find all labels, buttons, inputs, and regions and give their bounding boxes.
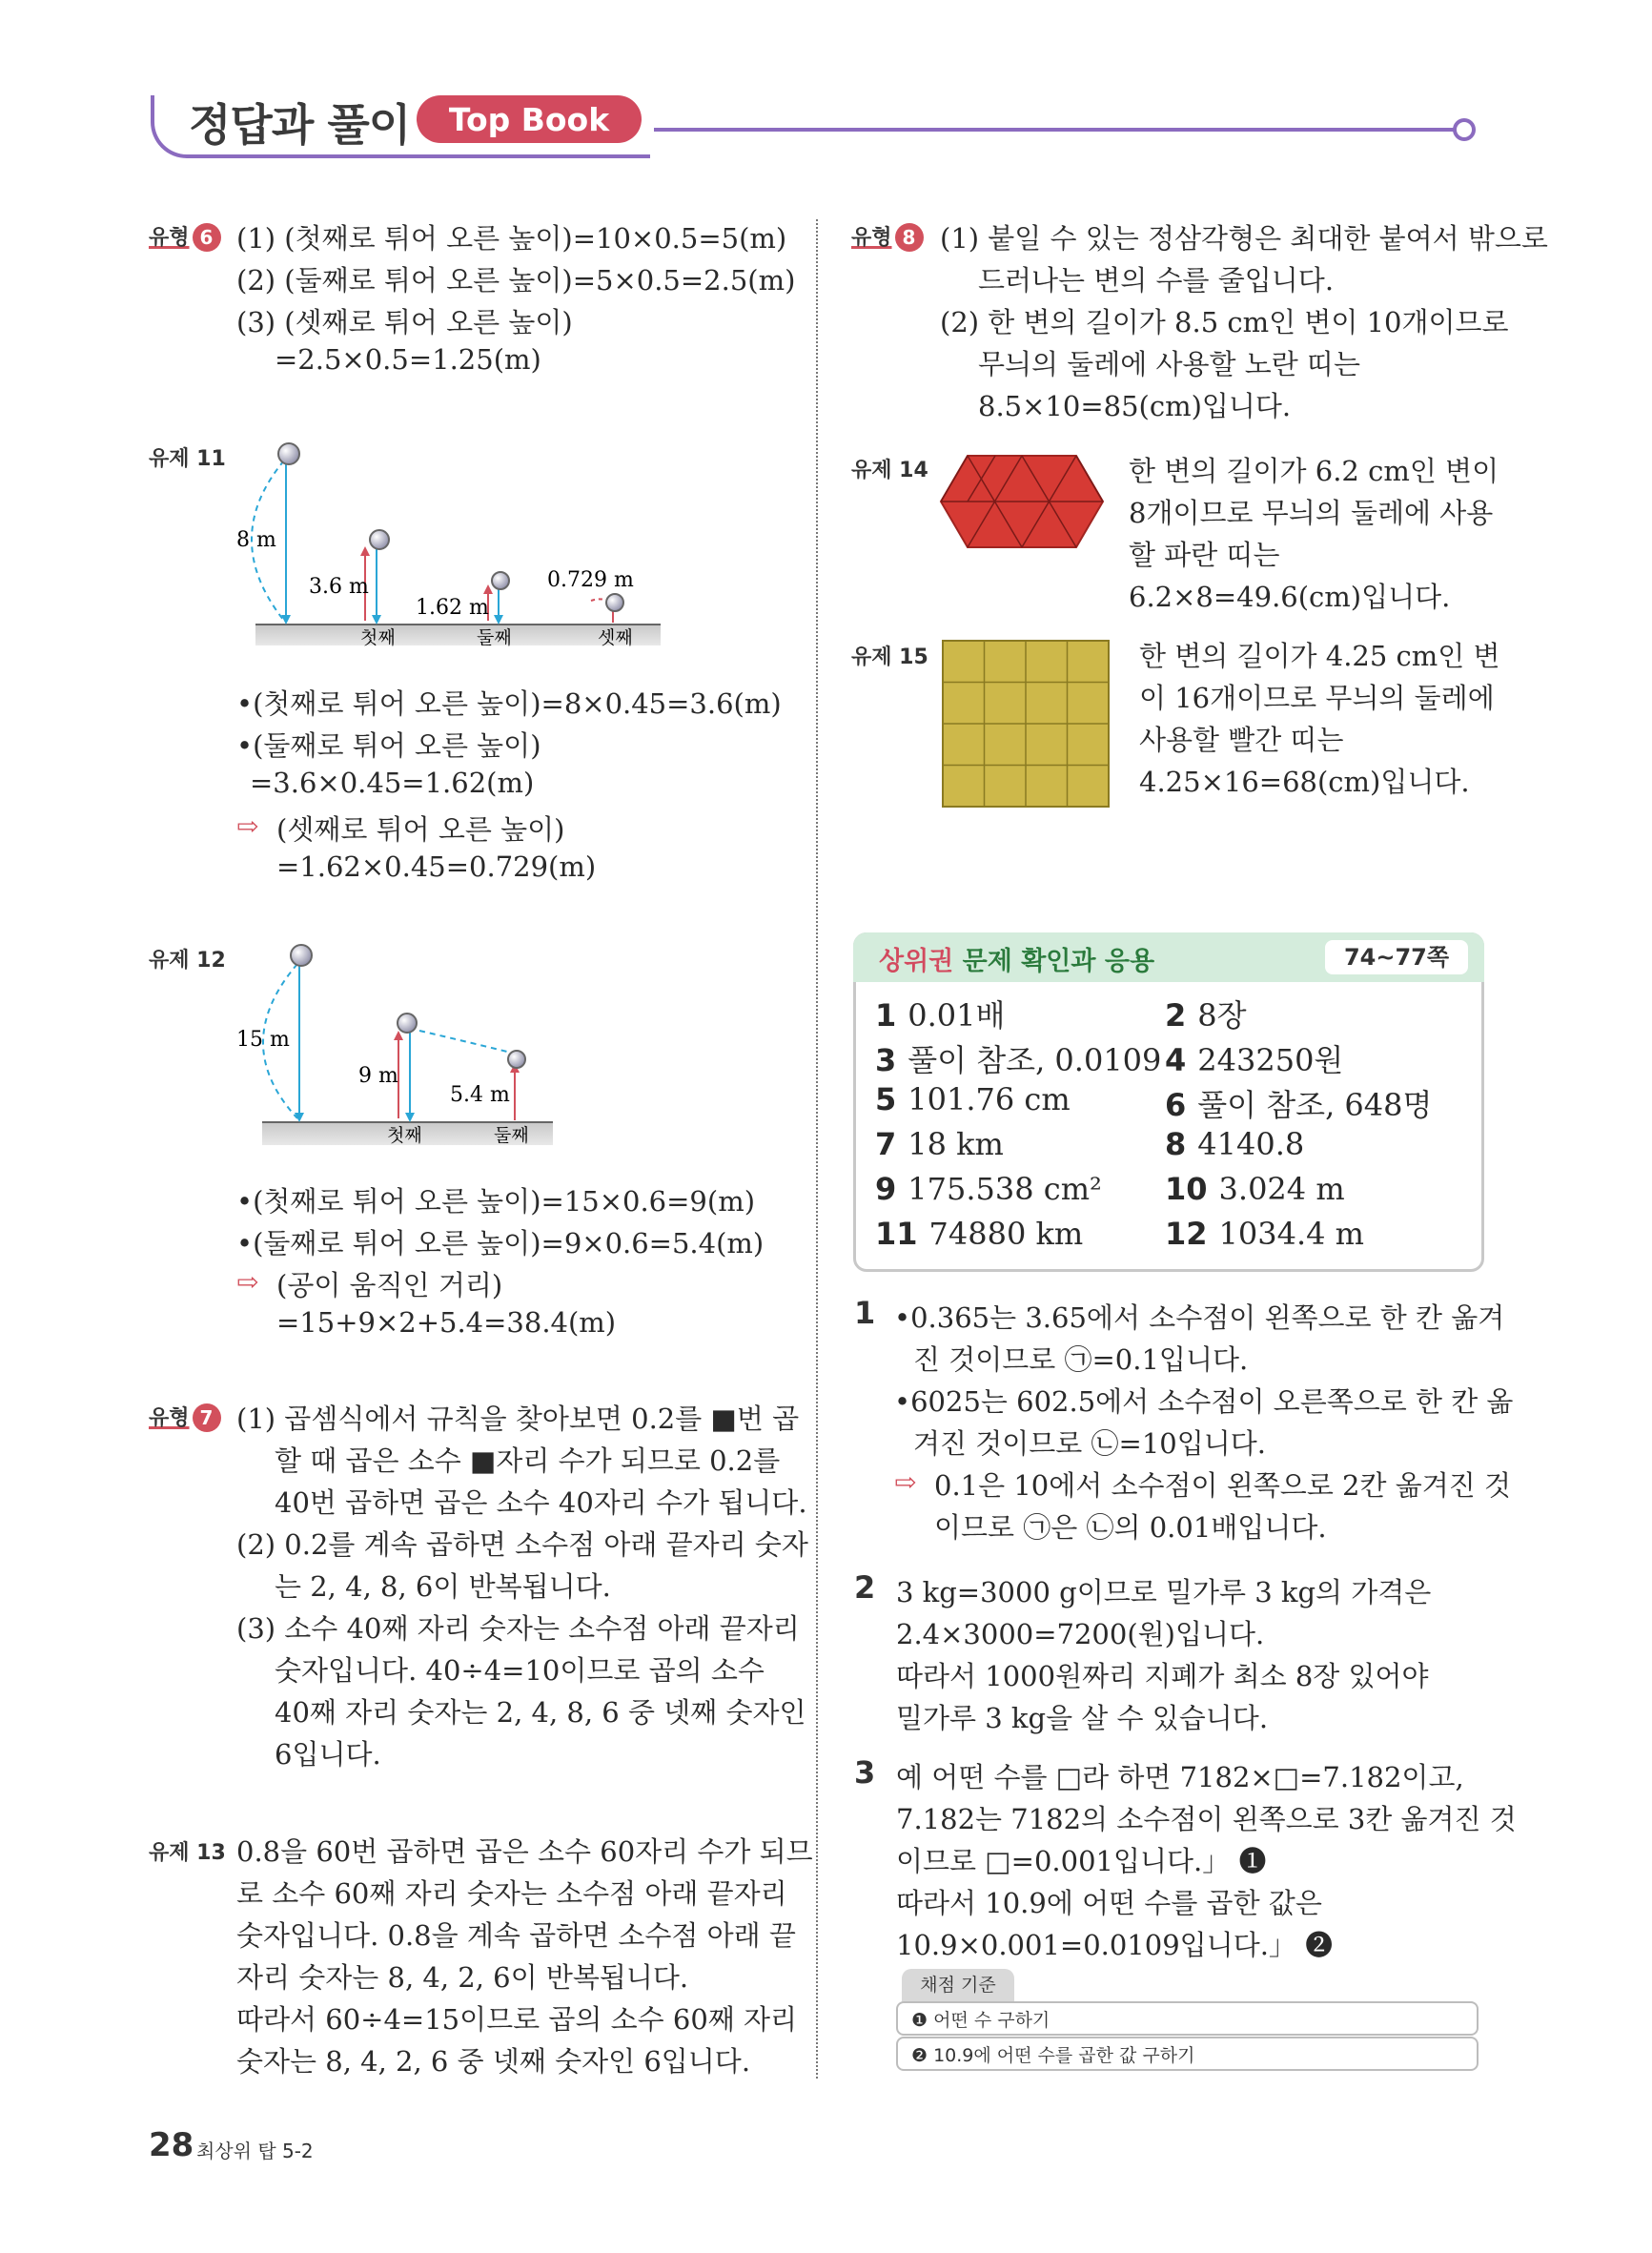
- type8-line: 8.5×10=85(cm)입니다.: [978, 390, 1292, 422]
- example15-line: 이 16개이므로 무늬의 둘레에: [1139, 682, 1495, 714]
- solution1-line: 0.1은 10에서 소수점이 왼쪽으로 2칸 옮겨진 것: [934, 1469, 1512, 1502]
- type7-line: (1) 곱셈식에서 규칙을 찾아보면 0.2를 ■번 곱: [236, 1403, 800, 1435]
- book-title: 최상위 탑 5-2: [196, 2140, 314, 2162]
- type7-line: 는 2, 4, 8, 6이 반복됩니다.: [275, 1570, 611, 1603]
- solution-number: 1: [854, 1295, 876, 1331]
- answer-item: 12 1034.4 m: [1165, 1216, 1365, 1252]
- solution-number: 2: [854, 1569, 876, 1606]
- ball-icon: [492, 572, 509, 589]
- type7-label: 유형 7: [149, 1402, 221, 1432]
- criteria-row: ❷ 10.9에 어떤 수를 곱한 값 구하기: [896, 2037, 1479, 2071]
- bounce-diagram-12: [229, 939, 572, 1163]
- height-label: 9 m: [358, 1064, 398, 1088]
- arrow-icon: ⇨: [236, 1266, 259, 1298]
- solution2-line: 2.4×3000=7200(원)입니다.: [896, 1618, 1265, 1650]
- arrow-icon: ⇨: [236, 810, 259, 842]
- answer-item: 7 18 km: [875, 1126, 1004, 1162]
- example11-label: 유제 11: [149, 447, 226, 471]
- example14-line: 한 변의 길이가 6.2 cm인 변이: [1129, 455, 1499, 487]
- answer-item: 11 74880 km: [875, 1216, 1084, 1252]
- ball-icon: [370, 530, 389, 549]
- ball-icon: [508, 1051, 525, 1068]
- bounce-label: 첫째: [360, 627, 396, 648]
- type6-line: =2.5×0.5=1.25(m): [275, 343, 541, 376]
- example13-line: 로 소수 60째 자리 숫자는 소수점 아래 끝자리: [236, 1877, 787, 1910]
- solution3-line: 10.9×0.001=0.0109입니다.」 ❷: [896, 1929, 1334, 1961]
- height-label: 1.62 m: [416, 596, 489, 620]
- ball-icon: [278, 443, 299, 464]
- height-label: 0.729 m: [547, 568, 634, 592]
- page-number: 28: [149, 2126, 194, 2164]
- ball-icon: [398, 1014, 417, 1033]
- example13-line: 숫자는 8, 4, 2, 6 중 넷째 숫자인 6입니다.: [236, 2045, 751, 2078]
- criteria-title: 채점 기준: [902, 1969, 1014, 2001]
- solution2-line: 따라서 1000원짜리 지폐가 최소 8장 있어야: [896, 1660, 1429, 1692]
- header-rule: [654, 128, 1455, 132]
- example14-line: 할 파란 띠는: [1129, 539, 1280, 571]
- answer-item: 5 101.76 cm: [875, 1081, 1071, 1117]
- example12-label: 유제 12: [149, 949, 226, 973]
- answer-item: 1 0.01배: [875, 997, 1006, 1034]
- answer-item: 9 175.538 cm²: [875, 1171, 1102, 1207]
- example13-line: 자리 숫자는 8, 4, 2, 6이 반복됩니다.: [236, 1961, 689, 1994]
- solution-number: 3: [854, 1754, 876, 1791]
- solution2-line: 3 kg=3000 g이므로 밀가루 3 kg의 가격은: [896, 1576, 1432, 1608]
- type7-line: 숫자입니다. 40÷4=10이므로 곱의 소수: [275, 1654, 765, 1687]
- type6-line: (3) (셋째로 튀어 오른 높이): [236, 306, 573, 338]
- example12-line: (공이 움직인 거리): [276, 1269, 503, 1301]
- answer-item: 3 풀이 참조, 0.0109: [875, 1042, 1162, 1078]
- answer-item: 4 243250원: [1165, 1042, 1344, 1078]
- example12-line: •(둘째로 튀어 오른 높이)=9×0.6=5.4(m): [236, 1227, 765, 1260]
- answer-item: 8 4140.8: [1165, 1126, 1305, 1162]
- type7-line: 40번 곱하면 곱은 소수 40자리 수가 됩니다.: [275, 1486, 807, 1519]
- answer-item: 2 8장: [1165, 997, 1247, 1034]
- height-label: 5.4 m: [450, 1083, 510, 1107]
- example12-line: =15+9×2+5.4=38.4(m): [276, 1306, 617, 1339]
- solution3-line: 예 어떤 수를 □라 하면 7182×□=7.182이고,: [896, 1761, 1464, 1793]
- bounce-label: 셋째: [598, 627, 633, 648]
- bounce-diagram-11: [229, 434, 667, 672]
- type6-label: 유형 6: [149, 221, 221, 252]
- solution2-line: 밀가루 3 kg을 살 수 있습니다.: [896, 1702, 1269, 1734]
- answer-box-pages: 74~77쪽: [1325, 940, 1468, 974]
- example13-line: 0.8을 60번 곱하면 곱은 소수 60자리 수가 되므: [236, 1835, 813, 1868]
- example15-line: 한 변의 길이가 4.25 cm인 변: [1139, 640, 1500, 672]
- type7-line: 할 때 곱은 소수 ■자리 수가 되므로 0.2를: [275, 1444, 781, 1477]
- height-label: 3.6 m: [309, 575, 369, 599]
- type8-line: (2) 한 변의 길이가 8.5 cm인 변이 10개이므로: [940, 306, 1509, 338]
- criteria-row: ❶ 어떤 수 구하기: [896, 2001, 1479, 2036]
- type6-line: (1) (첫째로 튀어 오른 높이)=10×0.5=5(m): [236, 222, 787, 255]
- solution3-line: 7.182는 7182의 소수점이 왼쪽으로 3칸 옮겨진 것: [896, 1803, 1517, 1835]
- solution1-line: 겨진 것이므로 ㉡=10입니다.: [913, 1427, 1266, 1460]
- type6-line: (2) (둘째로 튀어 오른 높이)=5×0.5=2.5(m): [236, 264, 796, 297]
- answer-item: 10 3.024 m: [1165, 1171, 1345, 1207]
- example11-line: (셋째로 튀어 오른 높이): [276, 813, 565, 846]
- type7-line: 40째 자리 숫자는 2, 4, 8, 6 중 넷째 숫자인: [275, 1696, 806, 1729]
- example14-line: 6.2×8=49.6(cm)입니다.: [1129, 581, 1451, 613]
- header-rule-end-icon: [1453, 118, 1476, 141]
- example15-line: 4.25×16=68(cm)입니다.: [1139, 766, 1470, 798]
- bounce-label: 둘째: [477, 627, 512, 648]
- type7-line: (2) 0.2를 계속 곱하면 소수점 아래 끝자리 숫자: [236, 1528, 808, 1561]
- example14-label: 유제 14: [851, 459, 928, 482]
- solution3-line: 따라서 10.9에 어떤 수를 곱한 값은: [896, 1887, 1322, 1919]
- example13-line: 따라서 60÷4=15이므로 곱의 소수 60째 자리: [236, 2003, 798, 2036]
- example11-line: =3.6×0.45=1.62(m): [250, 767, 535, 799]
- arrow-icon: ⇨: [894, 1466, 917, 1498]
- page-title: 정답과 풀이: [189, 99, 411, 151]
- height-label: 15 m: [236, 1028, 290, 1052]
- example11-line: •(첫째로 튀어 오른 높이)=8×0.45=3.6(m): [236, 687, 782, 720]
- height-label: 8 m: [236, 528, 276, 552]
- ball-icon: [606, 594, 623, 611]
- type8-line: 무늬의 둘레에 사용할 노란 띠는: [978, 348, 1361, 380]
- answer-box-title: 상위권 문제 확인과 응용: [879, 947, 1155, 976]
- square-pattern: [941, 639, 1111, 809]
- type7-line: (3) 소수 40째 자리 숫자는 소수점 아래 끝자리: [236, 1612, 800, 1645]
- bounce-label: 첫째: [387, 1125, 422, 1146]
- answer-item: 6 풀이 참조, 648명: [1165, 1087, 1433, 1123]
- bounce-label: 둘째: [494, 1125, 529, 1146]
- solution1-line: •6025는 602.5에서 소수점이 오른쪽으로 한 칸 옮: [894, 1385, 1514, 1418]
- solution1-line: 이므로 ㉠은 ㉡의 0.01배입니다.: [934, 1511, 1327, 1544]
- example13-line: 숫자입니다. 0.8을 계속 곱하면 소수점 아래 끝: [236, 1919, 796, 1952]
- solution3-line: 이므로 □=0.001입니다.」 ❶: [896, 1845, 1267, 1877]
- header-badge: Top Book: [417, 95, 642, 143]
- type8-line: 드러나는 변의 수를 줄입니다.: [978, 264, 1335, 297]
- example13-label: 유제 13: [149, 1841, 226, 1865]
- example11-line: •(둘째로 튀어 오른 높이): [236, 729, 541, 762]
- column-divider: [816, 219, 818, 2079]
- example12-line: •(첫째로 튀어 오른 높이)=15×0.6=9(m): [236, 1185, 756, 1218]
- ball-icon: [291, 945, 312, 966]
- example15-line: 사용할 빨간 띠는: [1139, 724, 1344, 756]
- type7-line: 6입니다.: [275, 1738, 381, 1771]
- type8-label: 유형 8: [851, 221, 924, 252]
- hexagon-pattern: [939, 452, 1106, 552]
- solution1-line: •0.365는 3.65에서 소수점이 왼쪽으로 한 칸 옮겨: [894, 1301, 1505, 1334]
- solution1-line: 진 것이므로 ㉠=0.1입니다.: [913, 1343, 1249, 1376]
- example11-line: =1.62×0.45=0.729(m): [276, 850, 597, 883]
- example15-label: 유제 15: [851, 645, 928, 669]
- example14-line: 8개이므로 무늬의 둘레에 사용: [1129, 497, 1494, 529]
- type8-line: (1) 붙일 수 있는 정삼각형은 최대한 붙여서 밖으로: [940, 222, 1548, 255]
